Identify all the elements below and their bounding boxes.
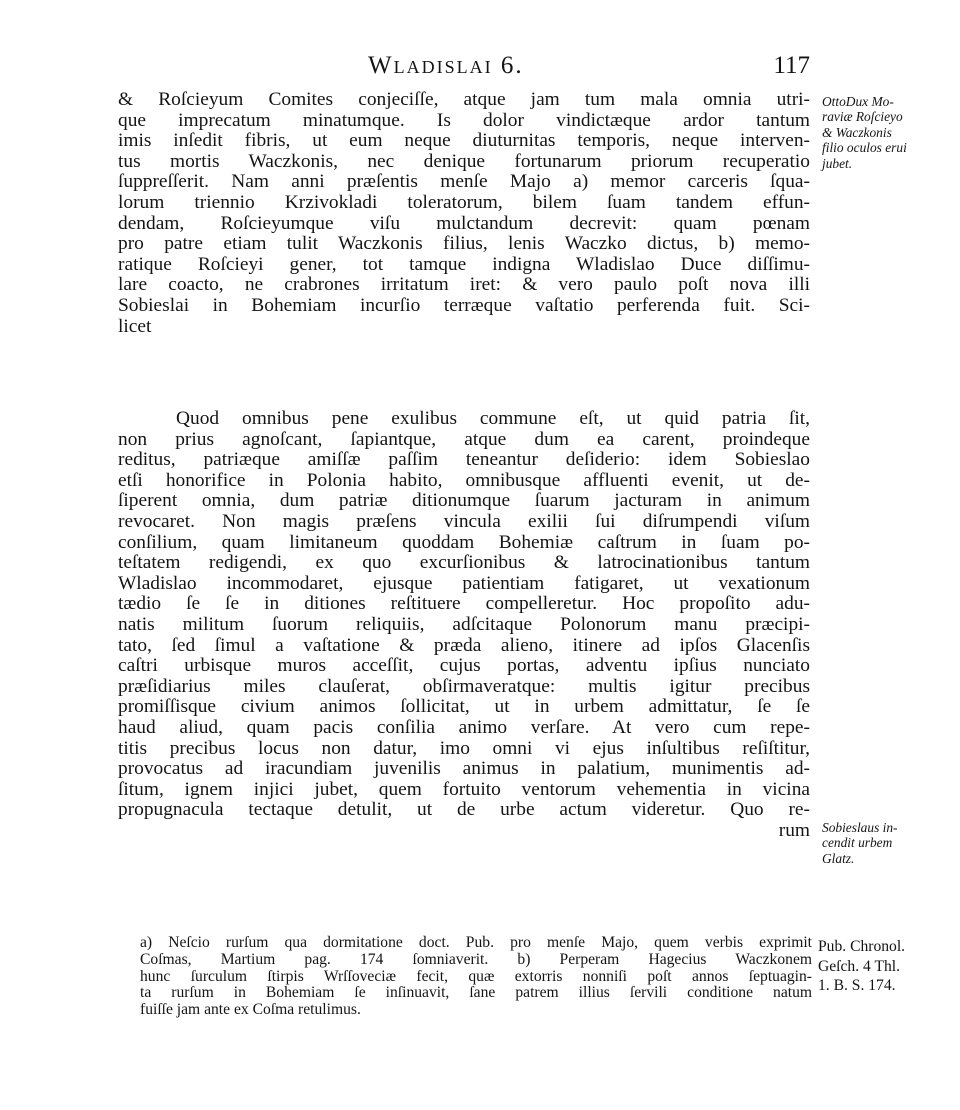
text-line: Wladislao incommodaret, ejusque patientiam fatigaret, ut vexationum	[118, 573, 810, 594]
margin-note-line: jubet.	[822, 155, 853, 171]
margin-note-line: & Waczkonis	[822, 124, 892, 140]
text-line: tus mortis Waczkonis, nec denique fortunarum priorum recuperatio	[118, 151, 810, 172]
text-line: ratique Roſcieyi gener, tot tamque indigna Wladislao Duce diſſimu-	[118, 254, 810, 275]
text-line: natis militum ſuorum reliquiis, adſcitaque Polonorum manu præcipi-	[118, 614, 810, 635]
text-line: non prius agnoſcant, ſapiantque, atque dum ea carent, proindeque	[118, 429, 810, 450]
text-line: caſtri urbisque muros acceſſit, cujus portas, adventu ipſius nunciato	[118, 656, 810, 677]
text-line: reditus, patriæque amiſſæ paſſim teneantur deſiderio: idem Sobieslao	[118, 450, 810, 471]
running-head	[118, 52, 810, 88]
footnote-line: hunc ſurculum ſtirpis Wrſſoveciæ fecit, quæ extorris nonniſi poſt annos ſeptuagin-	[140, 968, 812, 985]
text-line: revocaret. Non magis præſens vincula exilii ſui diſrumpendi viſum	[118, 511, 810, 532]
text-line: Sobieslai in Bohemiam incurſio terræque vaſtatio perferenda fuit. Sci-	[118, 295, 810, 316]
text-line: dendam, Roſcieyumque viſu mulctandum decrevit: quam pœnam	[118, 213, 810, 234]
text-line: conſilium, quam limitaneum quoddam Bohemiæ caſtrum in ſuam po-	[118, 532, 810, 553]
footnote-line: a) Neſcio rurſum qua dormitatione doct. Pub. pro menſe Majo, quem verbis exprimit	[140, 935, 812, 951]
text-line: titis precibus locus non datur, imo omni vi ejus inſultibus reſiſtitur,	[118, 738, 810, 759]
text-line: provocatus ad iracundiam juvenilis animus in palatium, munimentis ad-	[118, 759, 810, 780]
text-line: pro patre etiam tulit Waczkonis filius, lenis Waczko dictus, b) memo-	[118, 234, 810, 255]
catchword: rum	[778, 820, 810, 841]
margin-note-1	[822, 94, 952, 171]
margin-note-line: OttoDux Mo-	[822, 94, 894, 109]
text-line: promiſſisque civium animos ſollicitat, ut in urbem admittatur, ſe ſe	[118, 697, 810, 718]
margin-note-line: cendit urbem	[822, 835, 893, 851]
reference-line: Pub. Chronol.	[818, 938, 906, 955]
text-line: & Roſcieyum Comites conjeciſſe, atque jam tum mala omnia utri-	[118, 90, 810, 110]
running-title: Wladislai 6.	[368, 52, 524, 79]
text-line: lare coacto, ne crabrones irritatum iret: & vero paulo poſt nova illi	[118, 275, 810, 296]
paragraph-1	[118, 90, 810, 337]
margin-note-line: Glatz.	[822, 850, 855, 866]
margin-note-line: filio oculos erui	[822, 140, 907, 156]
text-line: imis inſedit fibris, ut eum neque diuturnitas temporis, neque interven-	[118, 131, 810, 152]
text-line: ſitum, ignem injici jubet, quem fortuito ventorum vehementia in vicina	[118, 779, 810, 800]
text-line: lorum triennio Krzivokladi toleratorum, bilem ſuam tandem effun-	[118, 192, 810, 213]
text-line: haud aliud, quam pacis conſilia animo verſare. At vero cum repe-	[118, 717, 810, 738]
margin-note-line: raviæ Roſcieyo	[822, 109, 903, 125]
text-line: tædio ſe ſe in ditiones reſtituere compelleretur. Hoc propoſito adu-	[118, 594, 810, 615]
text-line: teſtatem redigendi, ex quo excurſionibus & latrocinationibus tantum	[118, 553, 810, 574]
reference-line: 1. B. S. 174.	[818, 977, 896, 994]
text-line: licet	[118, 316, 152, 337]
text-line: tato, ſed ſimul a vaſtatione & præda alieno, itinere ad ipſos Glacenſis	[118, 635, 810, 656]
footnote-margin-reference	[818, 937, 954, 996]
text-line: præſidiarius miles clauſerat, obſirmaveratque: multis igitur precibus	[118, 676, 810, 697]
reference-line: Geſch. 4 Thl.	[818, 957, 900, 975]
text-line: etſi honorifice in Polonia habito, omnibusque affluenti evenit, ut de-	[118, 470, 810, 491]
text-line: propugnacula tectaque detulit, ut de urbe actum videretur. Quo re-	[118, 800, 810, 821]
margin-note-2	[822, 820, 952, 866]
paragraph-2	[118, 409, 810, 841]
footnote-line: fuiſſe jam ante ex Coſma retulimus.	[140, 1002, 361, 1019]
text-line: que imprecatum minatumque. Is dolor vindictæque ardor tantum	[118, 110, 810, 131]
text-line: Quod omnibus pene exulibus commune eſt, ut quid patria ſit,	[176, 409, 810, 429]
text-line: ſiperent omnia, dum patriæ ditionumque ſuarum jacturam in animum	[118, 491, 810, 512]
footnote-line: Coſmas, Martium pag. 174 ſomniaverit. b) Perperam Hagecius Waczkonem	[140, 951, 812, 968]
footnote-line: ta rurſum in Bohemiam ſe inſinuavit, ſane patrem illius ſervili conditione natum	[140, 985, 812, 1002]
page-number: 117	[773, 52, 810, 79]
footnotes	[140, 935, 812, 1019]
text-line: ſuppreſſerit. Nam anni præſentis menſe Majo a) memor carceris ſqua-	[118, 172, 810, 193]
margin-note-line: Sobieslaus in-	[822, 820, 898, 835]
